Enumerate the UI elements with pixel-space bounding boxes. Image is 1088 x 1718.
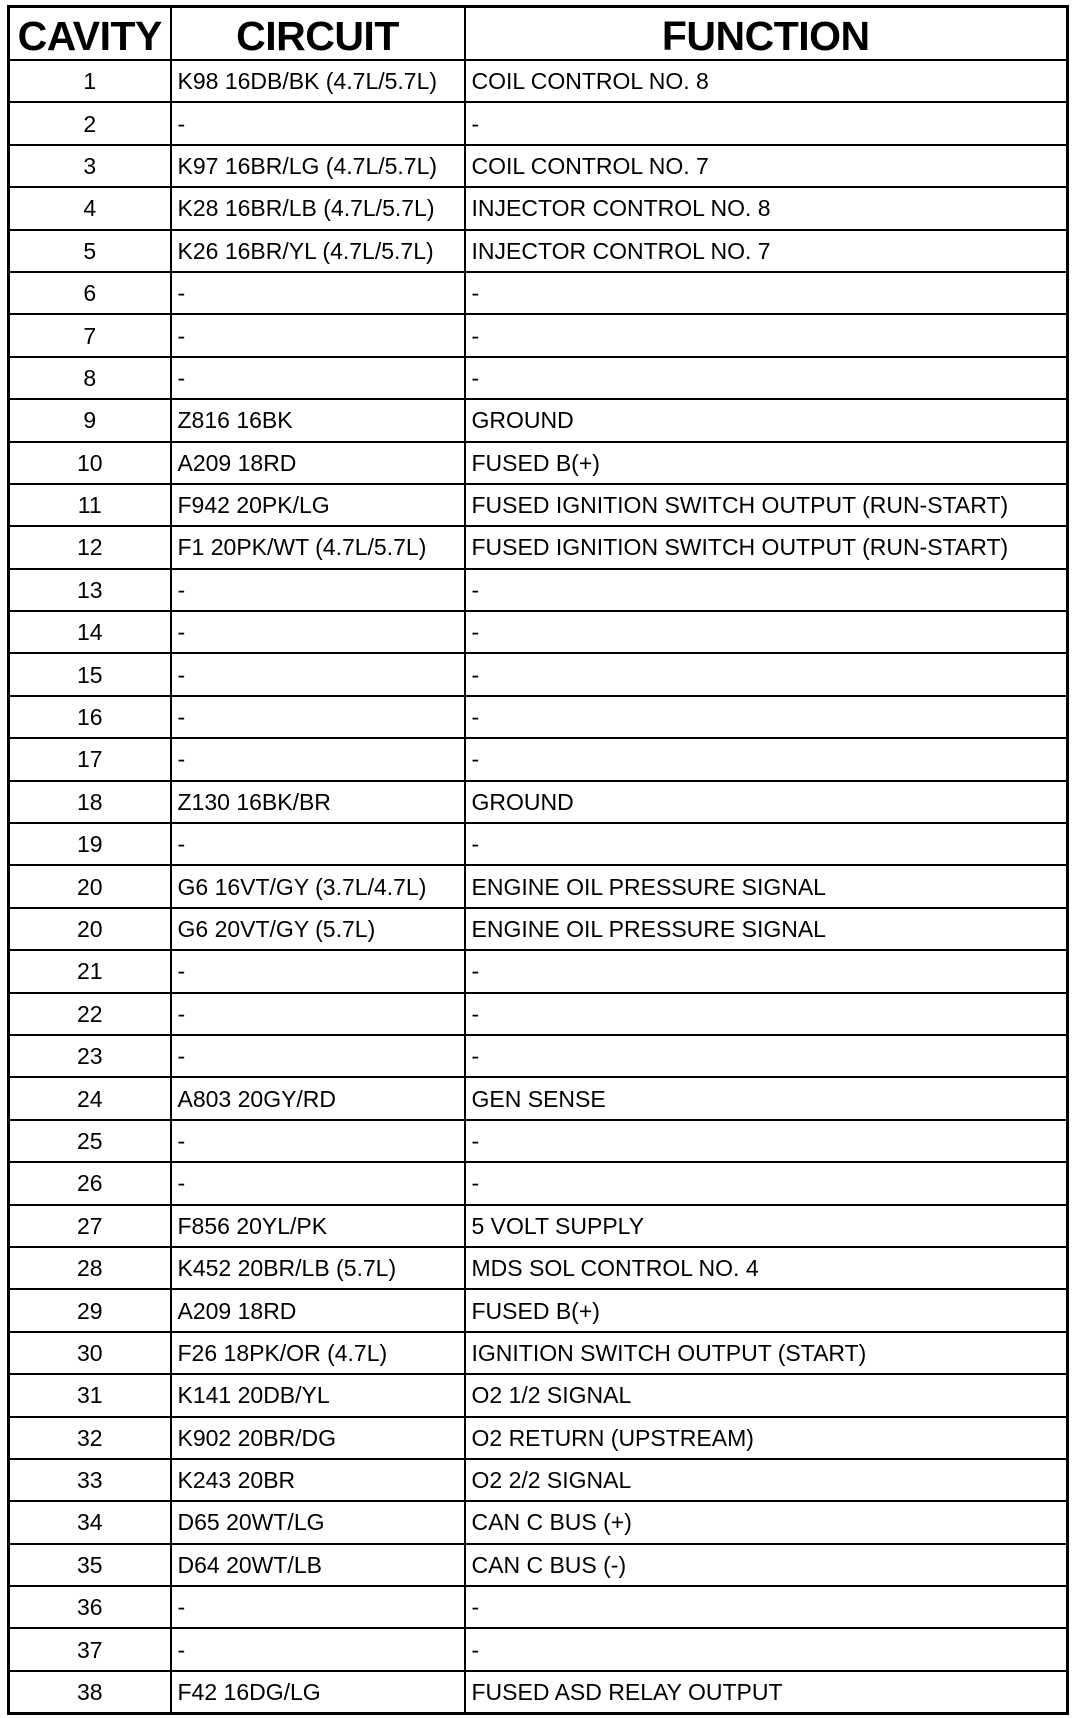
cavity-cell: 19 — [9, 823, 171, 865]
cavity-cell: 10 — [9, 442, 171, 484]
cavity-cell: 6 — [9, 272, 171, 314]
table-row — [9, 993, 1068, 1035]
function-cell: FUSED IGNITION SWITCH OUTPUT (RUN-START) — [465, 526, 1068, 568]
function-cell: ENGINE OIL PRESSURE SIGNAL — [465, 908, 1068, 950]
function-cell: INJECTOR CONTROL NO. 8 — [465, 187, 1068, 229]
table-row — [9, 1586, 1068, 1628]
circuit-cell: - — [171, 696, 465, 738]
function-cell: FUSED B(+) — [465, 442, 1068, 484]
cavity-cell: 14 — [9, 611, 171, 653]
cavity-cell: 2 — [9, 102, 171, 144]
circuit-cell: - — [171, 950, 465, 992]
cavity-cell: 30 — [9, 1332, 171, 1374]
circuit-cell: Z130 16BK/BR — [171, 781, 465, 823]
function-cell: 5 VOLT SUPPLY — [465, 1205, 1068, 1247]
circuit-cell: K452 20BR/LB (5.7L) — [171, 1247, 465, 1289]
circuit-cell: - — [171, 357, 465, 399]
circuit-cell: K141 20DB/YL — [171, 1374, 465, 1416]
cavity-cell: 16 — [9, 696, 171, 738]
cavity-cell: 22 — [9, 993, 171, 1035]
table-row — [9, 1417, 1068, 1459]
function-cell: FUSED IGNITION SWITCH OUTPUT (RUN-START) — [465, 484, 1068, 526]
table-row — [9, 484, 1068, 526]
cavity-cell: 4 — [9, 187, 171, 229]
cavity-cell: 18 — [9, 781, 171, 823]
circuit-cell: - — [171, 1628, 465, 1670]
table-body — [9, 60, 1068, 1714]
table-row — [9, 1205, 1068, 1247]
circuit-cell: - — [171, 653, 465, 695]
cavity-cell: 1 — [9, 60, 171, 102]
table-row — [9, 823, 1068, 865]
table-row — [9, 950, 1068, 992]
cavity-cell: 32 — [9, 1417, 171, 1459]
cavity-cell: 29 — [9, 1289, 171, 1331]
table-row — [9, 399, 1068, 441]
table-row — [9, 442, 1068, 484]
function-cell: - — [465, 696, 1068, 738]
function-cell: - — [465, 823, 1068, 865]
table-row — [9, 272, 1068, 314]
circuit-cell: G6 20VT/GY (5.7L) — [171, 908, 465, 950]
cavity-cell: 9 — [9, 399, 171, 441]
cavity-cell: 37 — [9, 1628, 171, 1670]
circuit-cell: K902 20BR/DG — [171, 1417, 465, 1459]
table-row — [9, 526, 1068, 568]
circuit-cell: - — [171, 314, 465, 356]
circuit-cell: F942 20PK/LG — [171, 484, 465, 526]
circuit-cell: K28 16BR/LB (4.7L/5.7L) — [171, 187, 465, 229]
function-cell: - — [465, 993, 1068, 1035]
table-row — [9, 1374, 1068, 1416]
header-row — [9, 7, 1068, 61]
cavity-cell: 8 — [9, 357, 171, 399]
function-cell: CAN C BUS (+) — [465, 1501, 1068, 1543]
cavity-cell: 25 — [9, 1120, 171, 1162]
table-row — [9, 908, 1068, 950]
cavity-cell: 36 — [9, 1586, 171, 1628]
table-row — [9, 1671, 1068, 1714]
cavity-cell: 31 — [9, 1374, 171, 1416]
cavity-cell: 21 — [9, 950, 171, 992]
cavity-cell: 26 — [9, 1162, 171, 1204]
table-row — [9, 1459, 1068, 1501]
cavity-cell: 28 — [9, 1247, 171, 1289]
table-row — [9, 314, 1068, 356]
table-row — [9, 102, 1068, 144]
circuit-cell: - — [171, 993, 465, 1035]
table-row — [9, 1162, 1068, 1204]
function-cell: MDS SOL CONTROL NO. 4 — [465, 1247, 1068, 1289]
circuit-cell: K243 20BR — [171, 1459, 465, 1501]
table-row — [9, 1628, 1068, 1670]
header-circuit: CIRCUIT — [171, 7, 465, 61]
table-row — [9, 1247, 1068, 1289]
function-cell: - — [465, 950, 1068, 992]
circuit-cell: D65 20WT/LG — [171, 1501, 465, 1543]
function-cell: GROUND — [465, 399, 1068, 441]
function-cell: COIL CONTROL NO. 8 — [465, 60, 1068, 102]
cavity-cell: 33 — [9, 1459, 171, 1501]
table-row — [9, 1035, 1068, 1077]
circuit-cell: - — [171, 1120, 465, 1162]
function-cell: - — [465, 1120, 1068, 1162]
function-cell: ENGINE OIL PRESSURE SIGNAL — [465, 865, 1068, 907]
function-cell: - — [465, 1628, 1068, 1670]
table-row — [9, 611, 1068, 653]
circuit-cell: - — [171, 611, 465, 653]
circuit-cell: F42 16DG/LG — [171, 1671, 465, 1714]
cavity-cell: 35 — [9, 1544, 171, 1586]
cavity-cell: 17 — [9, 738, 171, 780]
function-cell: GROUND — [465, 781, 1068, 823]
circuit-cell: - — [171, 738, 465, 780]
cavity-cell: 15 — [9, 653, 171, 695]
function-cell: CAN C BUS (-) — [465, 1544, 1068, 1586]
cavity-cell: 12 — [9, 526, 171, 568]
cavity-cell: 20 — [9, 865, 171, 907]
function-cell: GEN SENSE — [465, 1077, 1068, 1119]
function-cell: O2 2/2 SIGNAL — [465, 1459, 1068, 1501]
function-cell: - — [465, 1586, 1068, 1628]
circuit-cell: - — [171, 569, 465, 611]
circuit-cell: - — [171, 823, 465, 865]
header-cavity: CAVITY — [9, 7, 171, 61]
header-function: FUNCTION — [465, 7, 1068, 61]
circuit-cell: G6 16VT/GY (3.7L/4.7L) — [171, 865, 465, 907]
circuit-cell: D64 20WT/LB — [171, 1544, 465, 1586]
function-cell: - — [465, 272, 1068, 314]
table-row — [9, 1120, 1068, 1162]
cavity-cell: 27 — [9, 1205, 171, 1247]
circuit-cell: K26 16BR/YL (4.7L/5.7L) — [171, 230, 465, 272]
table-row — [9, 357, 1068, 399]
function-cell: INJECTOR CONTROL NO. 7 — [465, 230, 1068, 272]
function-cell: - — [465, 357, 1068, 399]
function-cell: - — [465, 569, 1068, 611]
table-row — [9, 738, 1068, 780]
function-cell: - — [465, 1162, 1068, 1204]
table-row — [9, 187, 1068, 229]
circuit-cell: A803 20GY/RD — [171, 1077, 465, 1119]
function-cell: FUSED B(+) — [465, 1289, 1068, 1331]
table-row — [9, 865, 1068, 907]
cavity-cell: 11 — [9, 484, 171, 526]
circuit-cell: F856 20YL/PK — [171, 1205, 465, 1247]
circuit-cell: F26 18PK/OR (4.7L) — [171, 1332, 465, 1374]
function-cell: - — [465, 314, 1068, 356]
table-row — [9, 781, 1068, 823]
cavity-cell: 20 — [9, 908, 171, 950]
function-cell: FUSED ASD RELAY OUTPUT — [465, 1671, 1068, 1714]
function-cell: COIL CONTROL NO. 7 — [465, 145, 1068, 187]
circuit-cell: - — [171, 102, 465, 144]
function-cell: - — [465, 102, 1068, 144]
circuit-cell: F1 20PK/WT (4.7L/5.7L) — [171, 526, 465, 568]
circuit-cell: K97 16BR/LG (4.7L/5.7L) — [171, 145, 465, 187]
table-row — [9, 696, 1068, 738]
circuit-cell: A209 18RD — [171, 1289, 465, 1331]
circuit-cell: - — [171, 272, 465, 314]
cavity-cell: 5 — [9, 230, 171, 272]
table-row — [9, 145, 1068, 187]
connector-pinout-table — [7, 5, 1069, 1715]
circuit-cell: - — [171, 1162, 465, 1204]
function-cell: O2 1/2 SIGNAL — [465, 1374, 1068, 1416]
circuit-cell: - — [171, 1586, 465, 1628]
table-row — [9, 569, 1068, 611]
table-row — [9, 60, 1068, 102]
cavity-cell: 38 — [9, 1671, 171, 1714]
table-row — [9, 230, 1068, 272]
table-row — [9, 1501, 1068, 1543]
function-cell: - — [465, 611, 1068, 653]
cavity-cell: 34 — [9, 1501, 171, 1543]
circuit-cell: - — [171, 1035, 465, 1077]
circuit-cell: K98 16DB/BK (4.7L/5.7L) — [171, 60, 465, 102]
cavity-cell: 24 — [9, 1077, 171, 1119]
function-cell: - — [465, 738, 1068, 780]
cavity-cell: 7 — [9, 314, 171, 356]
function-cell: IGNITION SWITCH OUTPUT (START) — [465, 1332, 1068, 1374]
function-cell: - — [465, 653, 1068, 695]
cavity-cell: 23 — [9, 1035, 171, 1077]
table-row — [9, 653, 1068, 695]
table-header — [9, 7, 1068, 61]
circuit-cell: A209 18RD — [171, 442, 465, 484]
table-row — [9, 1289, 1068, 1331]
table-row — [9, 1077, 1068, 1119]
table-row — [9, 1332, 1068, 1374]
function-cell: - — [465, 1035, 1068, 1077]
cavity-cell: 3 — [9, 145, 171, 187]
function-cell: O2 RETURN (UPSTREAM) — [465, 1417, 1068, 1459]
table-row — [9, 1544, 1068, 1586]
cavity-cell: 13 — [9, 569, 171, 611]
circuit-cell: Z816 16BK — [171, 399, 465, 441]
